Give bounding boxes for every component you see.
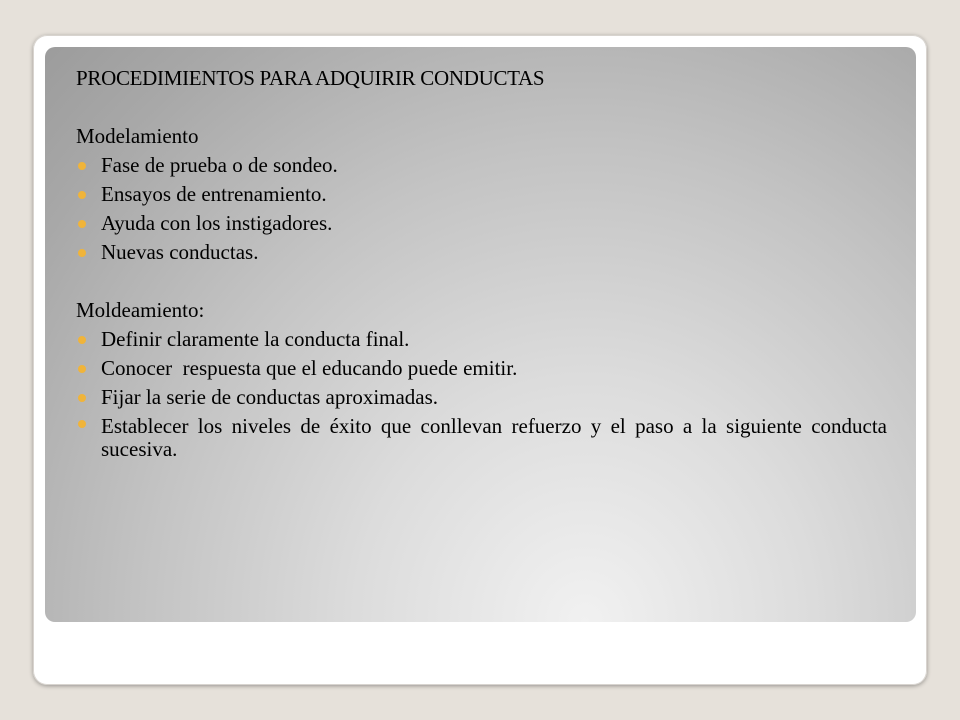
list-item: [76, 412, 887, 461]
list-item: [76, 354, 887, 383]
list-item-text: Fijar la serie de conductas aproximadas.: [101, 385, 439, 409]
list-item: [76, 238, 887, 267]
modelamiento-list: [76, 151, 887, 267]
section-heading-moldeamiento: Moldeamiento:: [76, 298, 205, 322]
bullet-dot-icon: [78, 420, 86, 428]
list-item-text: Nuevas conductas.: [101, 240, 259, 264]
bullet-dot-icon: [78, 220, 86, 228]
bullet-dot-icon: [78, 249, 86, 257]
list-item-text: Definir claramente la conducta final.: [101, 327, 410, 351]
list-item: [76, 383, 887, 412]
bullet-dot-icon: [78, 162, 86, 170]
section-heading-modelamiento: Modelamiento: [76, 124, 199, 148]
bullet-dot-icon: [78, 394, 86, 402]
list-item: [76, 180, 887, 209]
list-item-text: Establecer los niveles de éxito que conllevan refuerzo y el paso a la siguiente conducta sucesiva.: [101, 414, 887, 461]
moldeamiento-list: [76, 325, 887, 461]
bullet-dot-icon: [78, 365, 86, 373]
list-item-text: Fase de prueba o de sondeo.: [101, 153, 338, 177]
slide-body: [76, 64, 887, 461]
list-item: [76, 151, 887, 180]
list-item-text: Ensayos de entrenamiento.: [101, 182, 327, 206]
list-item: [76, 209, 887, 238]
slide-content-panel: [45, 47, 916, 622]
list-item-text: Ayuda con los instigadores.: [101, 211, 333, 235]
list-item-text: Conocer respuesta que el educando puede emitir.: [101, 356, 518, 380]
bullet-dot-icon: [78, 191, 86, 199]
bullet-dot-icon: [78, 336, 86, 344]
list-item: [76, 325, 887, 354]
slide-title: PROCEDIMIENTOS PARA ADQUIRIR CONDUCTAS: [76, 66, 545, 90]
